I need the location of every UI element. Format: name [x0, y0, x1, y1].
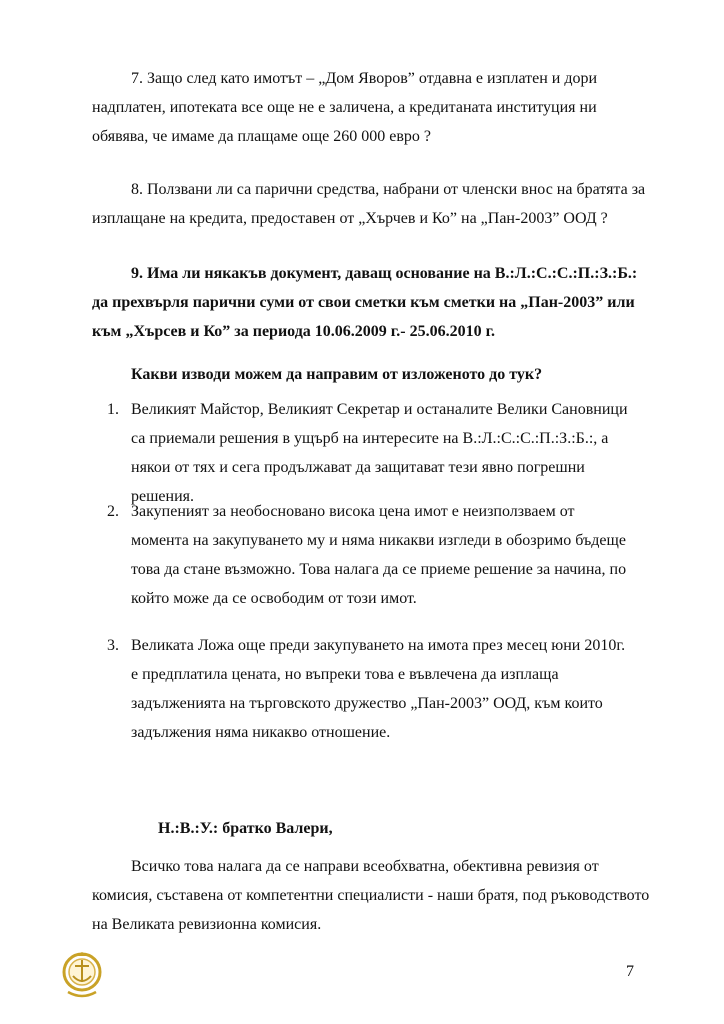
- closing-paragraph: Всичко това налага да се направи всеобхватна, обективна ревизия от комисия, съставена от компетентни специалисти - наши братя, под ръководството на Великата ревизионна комисия.: [92, 858, 650, 933]
- list-item-text: Закупеният за необосновано висока цена имот е неизползваем от момента на закупуването му и няма никакви изгледи в обозримо бъдеще това да стане възможно. Това налага да се приеме решение за начина, по който може да се освободим от този имот.: [131, 503, 627, 607]
- question-8: 8. Ползвани ли са парични средства, набрани от членски внос на братята за изплащане на кредита, предоставен от „Хърчев и Ко” на „Пан-2003” ООД ?: [92, 181, 646, 227]
- list-item-number: 2.: [107, 503, 119, 520]
- page-number: 7: [626, 963, 634, 980]
- anchor-emblem-icon: [60, 948, 104, 1000]
- question-7: 7. Защо след като имотът – „Дом Яворов” отдавна е изплатен и дори надплатен, ипотеката все още не е заличена, а кредитаната институция ни обявява, че имаме да плащаме още 260 000 евро ?: [92, 70, 598, 145]
- conclusions-heading: Какви изводи можем да направим от изложеното до тук?: [131, 366, 543, 383]
- list-item-text: Великата Ложа още преди закупуването на имота през месец юни 2010г. е предплатила цената, но въпреки това е въвлечена да изплаща задълженията на търговското дружество „Пан-2003” ООД, към които задължения няма никакво отношение.: [131, 637, 626, 741]
- list-item-number: 1.: [107, 401, 119, 418]
- list-item: [92, 395, 652, 511]
- question-9: 9. Има ли някакъв документ, даващ основание на В.:Л.:С.:С.:П.:З.:Б.: да прехвърля парични суми от свои сметки към сметки на „Пан-2003” или към „Хърсев и Ко” за периода 10.06.2009 г.- 25.06.2010 г.: [92, 265, 638, 340]
- list-item: [92, 497, 652, 613]
- list-item-number: 3.: [107, 637, 119, 654]
- list-item-text: Великият Майстор, Великият Секретар и останалите Велики Сановници са приемали решения в ущърб на интересите на В.:Л.:С.:С.:П.:З.:Б.:, а някои от тях и сега продължават да защитават тези явно погрешни решения.: [131, 401, 628, 505]
- salutation: Н.:В.:У.: братко Валери,: [158, 820, 333, 837]
- list-item: [92, 631, 652, 747]
